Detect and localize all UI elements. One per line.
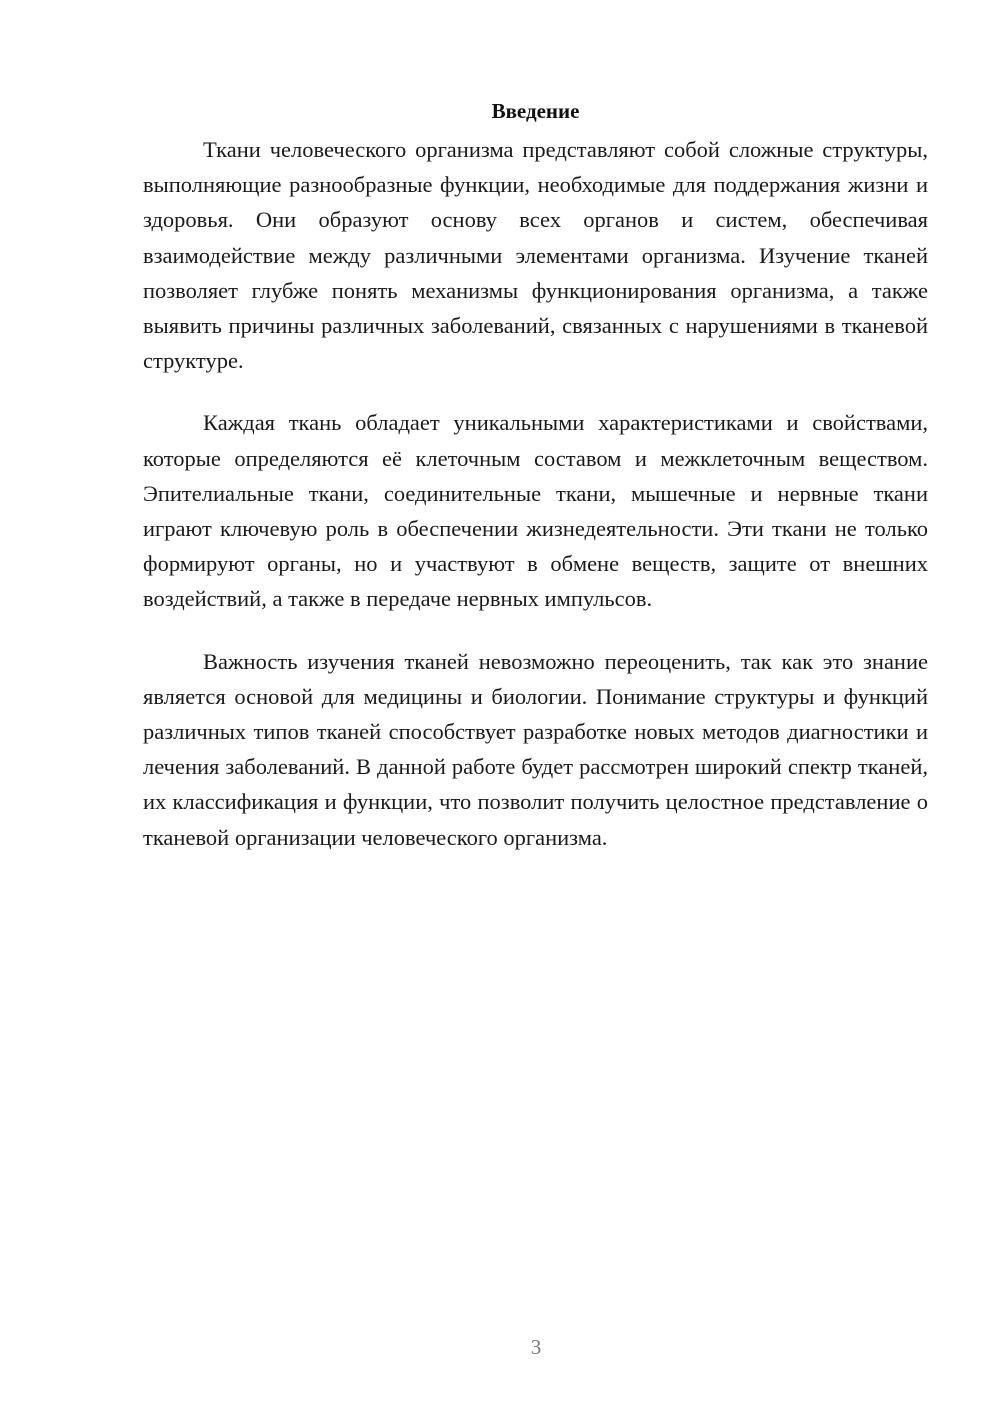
paragraph: Важность изучения тканей невозможно переоценить, так как это знание является основой для медицины и биологии. Понимание структуры и функций различных типов тканей способствует разработке новых методов диагностики и лечения заболеваний. В данной работе будет рассмотрен широкий спектр тканей, их классификация и функции, что позволит получить целостное представление о тканевой организации человеческого организма. [143, 648, 928, 850]
paragraph: Ткани человеческого организма представляют собой сложные структуры, выполняющие разнообразные функции, необходимые для поддержания жизни и здоровья. Они образуют основу всех органов и систем, обеспечивая взаимодействие между различными элементами организма. Изучение тканей позволяет глубже понять механизмы функционирования организма, а также выявить причины различных заболеваний, связанных с нарушениями в тканевой структуре. [143, 137, 928, 374]
page-title: Введение [491, 99, 580, 123]
page-content [143, 96, 928, 882]
paragraph: Каждая ткань обладает уникальными характеристиками и свойствами, которые определяются её клеточным составом и межклеточным веществом. Эпителиальные ткани, соединительные ткани, мышечные и нервные ткани играют ключевую роль в обеспечении жизнедеятельности. Эти ткани не только формируют органы, но и участвуют в обмене веществ, защите от внешних воздействий, а также в передаче нервных импульсов. [143, 410, 928, 612]
page-number: 3 [530, 1335, 542, 1359]
